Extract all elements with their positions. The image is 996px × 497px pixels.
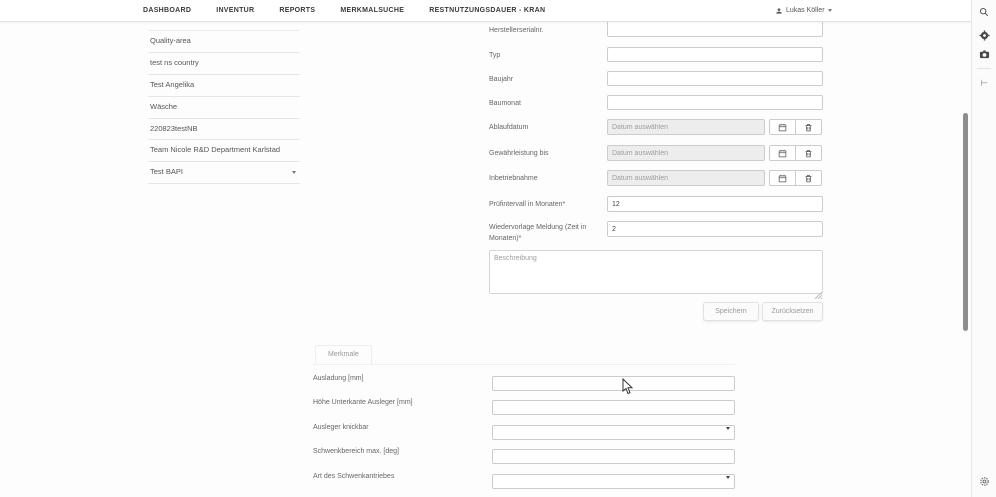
nav-item-restnutzungsdauer-kran[interactable]: RESTNUTZUNGSDAUER - KRAN [429,7,546,14]
typ-input[interactable] [607,47,823,62]
field-label: Gewährleistung bis [489,150,549,157]
tab-merkmale[interactable]: Merkmale [315,345,372,364]
save-button[interactable]: Speichern [703,302,759,321]
nav-item-dashboard[interactable]: DASHBOARD [143,7,192,14]
field-label: Baujahr [489,76,514,83]
field-label: Art des Schwenkantriebes [313,473,395,480]
user-icon [775,7,783,15]
field-label: Typ [489,52,501,59]
chevron-down-icon [292,171,296,174]
schwenkantrieb-select[interactable] [492,470,735,489]
pruefintervall-input[interactable] [607,196,823,212]
camera-icon[interactable] [976,46,992,62]
clear-date-button[interactable] [795,119,822,135]
calendar-button[interactable] [769,119,796,135]
list-item-label: Test BAPI [150,167,183,177]
field-label: Baumonat [489,100,521,107]
user-menu[interactable] [775,0,832,21]
baumonat-input[interactable] [607,95,823,110]
list-item-label: Team Nicole R&D Department Karlstad [150,145,281,155]
clear-date-button[interactable] [795,145,822,161]
beschreibung-textarea[interactable] [489,250,823,294]
list-item[interactable] [148,119,300,141]
chevron-down-icon [828,9,832,12]
gewaehrleistung-input[interactable] [607,145,765,161]
list-item[interactable] [148,140,300,162]
field-label: Ausladung [mm] [313,375,364,382]
list-item-label: 220823testNB [150,123,198,133]
form-row [313,421,735,440]
clear-date-button[interactable] [795,170,822,186]
schwenkbereich-input[interactable] [492,449,735,464]
vertical-scrollbar[interactable] [963,113,968,331]
list-item[interactable] [148,31,300,53]
calendar-icon [778,171,787,186]
top-navbar [0,0,972,22]
trash-icon [804,120,813,135]
browser-side-rail [971,0,996,497]
reset-button[interactable]: Zurücksetzen [762,302,823,321]
nav-item-inventur[interactable]: INVENTUR [216,7,255,14]
select-value [492,474,735,489]
chevron-down-icon [726,427,730,430]
settings-gear-icon[interactable] [976,473,992,489]
select-value [492,425,735,440]
rail-divider [977,68,991,69]
chevron-down-icon [726,476,730,479]
form-row [313,470,735,489]
user-name: Lukas Köller [786,7,825,14]
nav-items [143,7,545,14]
field-label: Prüfintervall in Monaten* [489,201,566,208]
trash-icon [804,171,813,186]
field-label: Inbetriebnahme [489,175,538,182]
calendar-button[interactable] [769,170,796,186]
field-label: Ausleger knickbar [313,424,369,431]
field-label: Schwenkbereich max. [deg] [313,448,399,455]
baujahr-input[interactable] [607,71,823,86]
list-item[interactable] [148,75,300,97]
list-item-label: Test Angelika [150,79,195,89]
field-label: Höhe Unterkante Ausleger [mm] [313,399,413,406]
ausladung-input[interactable] [492,376,735,391]
inbetriebnahme-input[interactable] [607,170,765,186]
ablaufdatum-input[interactable] [607,119,765,135]
list-item-label: Quality-area [150,36,191,45]
trash-icon [804,146,813,161]
ausleger-knickbar-select[interactable] [492,421,735,440]
list-item-label: Wäsche [150,101,178,111]
nav-item-reports[interactable]: REPORTS [279,7,316,14]
calendar-icon [778,146,787,161]
list-item[interactable] [148,97,300,119]
list-item[interactable] [148,53,300,75]
search-icon[interactable] [976,4,992,20]
field-label: Wiedervorlage Meldung (Zeit in Monaten)* [489,224,587,242]
calendar-button[interactable] [769,145,796,161]
group-list [148,30,300,184]
nav-item-merkmalsuche[interactable]: MERKMALSUCHE [340,7,405,14]
hoehe-unterkante-input[interactable] [492,400,735,415]
sidebar-toggle-icon[interactable]: ⊢ [980,77,988,88]
form-buttons [489,302,823,321]
list-item-test-bapi[interactable] [148,162,300,184]
field-label: Herstellerserialnr. [489,27,544,34]
field-label: Ablaufdatum [489,124,529,131]
wiedervorlage-input[interactable] [607,221,823,237]
calendar-icon [778,120,787,135]
herstellerserialnr-input[interactable] [607,20,823,37]
list-item-label: test ns country [150,57,199,67]
tab-divider [313,364,735,365]
gear-icon[interactable] [976,27,992,43]
